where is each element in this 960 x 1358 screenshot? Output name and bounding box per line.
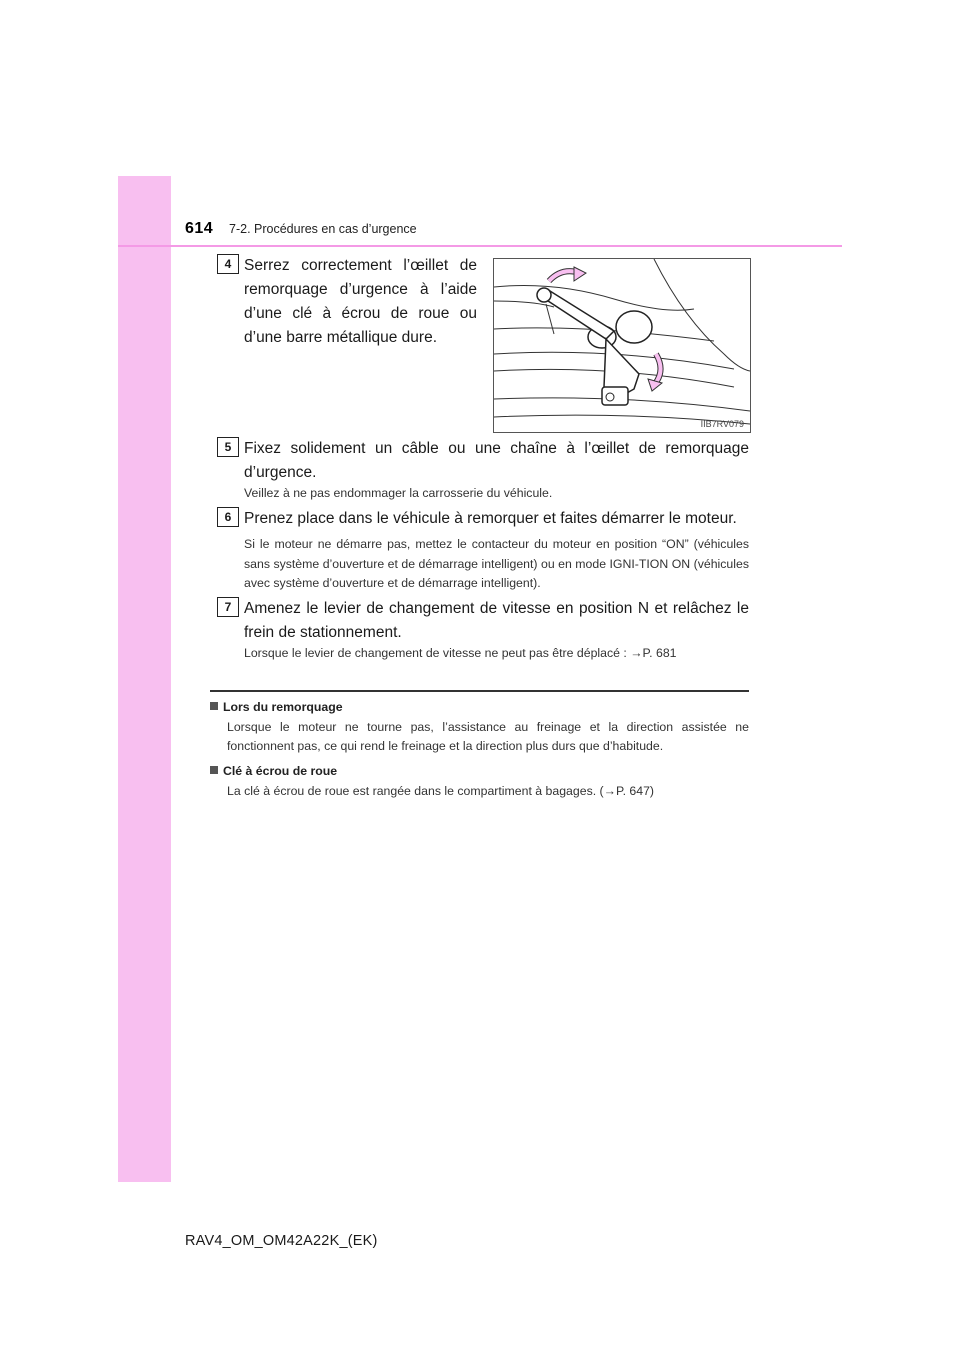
sidebar-tab: [118, 176, 171, 1182]
header-rule: [118, 245, 842, 247]
square-bullet-icon: [210, 766, 218, 774]
step-5-text: Fixez solidement un câble ou une chaîne à l’œillet de remorquage d’urgence.: [244, 440, 749, 481]
info-title-towing: Lors du remorquage: [223, 700, 343, 714]
step-number-6: 6: [217, 507, 239, 527]
step-5-note: Veillez à ne pas endommager la carrosserie du véhicule.: [244, 486, 553, 500]
step-4-text: Serrez correctement l’œillet de remorquage d’urgence à l’aide d’une clé à écrou de roue ou d’une barre métallique dure.: [244, 257, 477, 346]
step-7-text: Amenez le levier de changement de vitesse en position N et relâchez le frein de stationnement.: [244, 600, 749, 641]
square-bullet-icon: [210, 702, 218, 710]
step-number-7: 7: [217, 597, 239, 617]
info-body-towing: Lorsque le moteur ne tourne pas, l’assistance au freinage et la direction assistée ne fonctionnent pas, ce qui rend le freinage et la direction plus durs que d’habitude.: [227, 720, 749, 753]
towing-eyelet-illustration: [493, 258, 751, 433]
info-title-wrench: Clé à écrou de roue: [223, 764, 338, 778]
step-number-4: 4: [217, 254, 239, 274]
step-number-5: 5: [217, 437, 239, 457]
page-number: 614: [185, 220, 214, 237]
info-body-wrench: La clé à écrou de roue est rangée dans le compartiment à bagages. (→P. 647): [227, 784, 655, 798]
section-divider: [210, 690, 749, 692]
section-title: 7-2. Procédures en cas d’urgence: [229, 222, 417, 236]
step-6-text: Prenez place dans le véhicule à remorquer et faites démarrer le moteur.: [244, 510, 737, 527]
info-heading-wrench: [210, 764, 337, 778]
figure-code: IIB7RV079: [700, 419, 744, 429]
step-7-note: Lorsque le levier de changement de vitesse ne peut pas être déplacé : →P. 681: [244, 646, 677, 660]
step-6-note: Si le moteur ne démarre pas, mettez le contacteur du moteur en position “ON” (véhicules sans système d’ouverture et de démarrage intelligent) ou en mode IGNI-TION ON (véhicules avec système d’ouverture et de démarrage intelligent).: [244, 537, 749, 590]
info-heading-towing: [210, 700, 343, 714]
footer-code: RAV4_OM_OM42A22K_(EK): [185, 1233, 378, 1249]
wrench-illustration-svg: [494, 259, 750, 432]
